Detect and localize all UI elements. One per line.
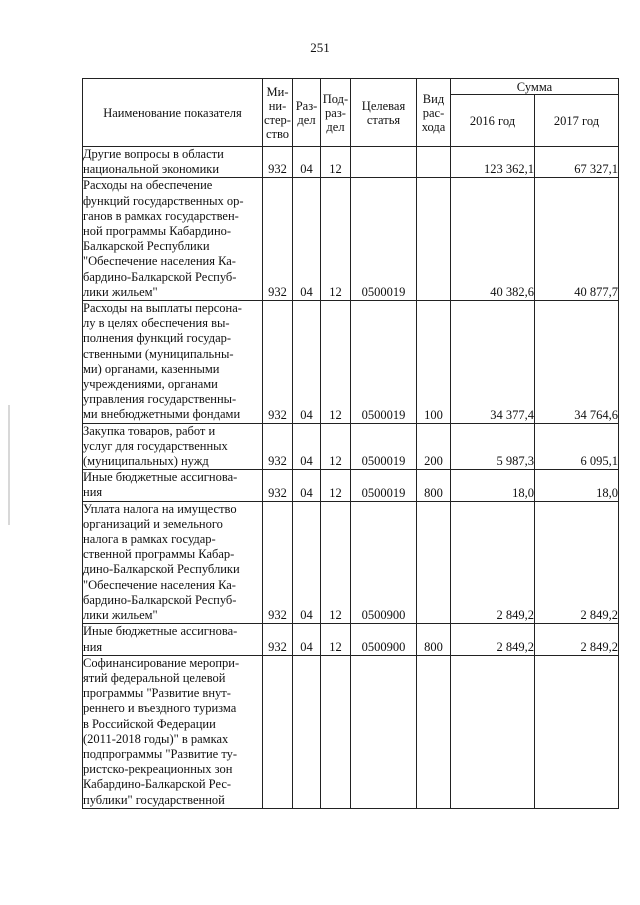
row-amount-2017: 40 877,7 (535, 178, 619, 301)
row-amount-2017 (535, 655, 619, 808)
row-ministry: 932 (263, 501, 293, 624)
row-expense-type: 800 (417, 470, 451, 501)
row-section: 04 (293, 423, 321, 470)
row-amount-2017: 34 764,6 (535, 301, 619, 424)
header-sum: Сумма (451, 79, 619, 95)
row-target-item: 0500900 (351, 624, 417, 655)
row-section: 04 (293, 147, 321, 178)
row-target-item: 0500019 (351, 301, 417, 424)
table-row (83, 423, 619, 470)
table-row (83, 301, 619, 424)
row-name: Закупка товаров, работ и услуг для государственных (муниципальных) нужд (83, 423, 263, 470)
row-ministry: 932 (263, 301, 293, 424)
row-target-item (351, 147, 417, 178)
row-name: Расходы на обеспечение функций государственных ор- ганов в рамках государствен- ной программы Кабардино- Балкарской Республики "Обеспечение населения Ка- бардино-Балкарской Респуб- лики жильем" (83, 178, 263, 301)
row-subsection: 12 (321, 178, 351, 301)
row-ministry: 932 (263, 178, 293, 301)
row-name: Другие вопросы в области национальной экономики (83, 147, 263, 178)
row-expense-type (417, 178, 451, 301)
row-amount-2016: 2 849,2 (451, 624, 535, 655)
row-amount-2016: 40 382,6 (451, 178, 535, 301)
row-name: Уплата налога на имущество организаций и земельного налога в рамках государ- ственной программы Кабар- дино-Балкарской Республики "Обеспечение населения Ка- бардино-Балкарской Респуб- лики жильем" (83, 501, 263, 624)
row-expense-type (417, 147, 451, 178)
row-amount-2017: 2 849,2 (535, 501, 619, 624)
header-expense-type: Вид рас- хода (417, 79, 451, 147)
row-subsection: 12 (321, 501, 351, 624)
row-target-item: 0500019 (351, 178, 417, 301)
row-amount-2016: 34 377,4 (451, 301, 535, 424)
row-subsection: 12 (321, 423, 351, 470)
row-expense-type (417, 655, 451, 808)
row-amount-2016: 18,0 (451, 470, 535, 501)
row-ministry: 932 (263, 624, 293, 655)
row-ministry (263, 655, 293, 808)
row-ministry: 932 (263, 470, 293, 501)
header-name: Наименование показателя (83, 79, 263, 147)
header-target-item: Целевая статья (351, 79, 417, 147)
row-subsection (321, 655, 351, 808)
row-expense-type: 200 (417, 423, 451, 470)
row-amount-2016: 5 987,3 (451, 423, 535, 470)
budget-table (82, 78, 619, 809)
row-name: Софинансирование меропри- ятий федеральной целевой программы "Развитие внут- реннего и въездного туризма в Российской Федерации (2011-2018 годы)" в рамках подпрограммы "Развитие ту- ристско-рекреационных зон Кабардино-Балкарской Рес- публики" государственной (83, 655, 263, 808)
row-subsection: 12 (321, 470, 351, 501)
row-amount-2017: 2 849,2 (535, 624, 619, 655)
row-amount-2016 (451, 655, 535, 808)
table-row (83, 470, 619, 501)
row-amount-2017: 67 327,1 (535, 147, 619, 178)
row-ministry: 932 (263, 147, 293, 178)
row-name: Иные бюджетные ассигнова- ния (83, 470, 263, 501)
row-section (293, 655, 321, 808)
row-subsection: 12 (321, 624, 351, 655)
row-expense-type: 800 (417, 624, 451, 655)
row-expense-type: 100 (417, 301, 451, 424)
header-section: Раз- дел (293, 79, 321, 147)
row-ministry: 932 (263, 423, 293, 470)
row-section: 04 (293, 470, 321, 501)
row-amount-2016: 123 362,1 (451, 147, 535, 178)
row-target-item: 0500900 (351, 501, 417, 624)
row-amount-2017: 6 095,1 (535, 423, 619, 470)
row-section: 04 (293, 178, 321, 301)
table-row (83, 178, 619, 301)
page-number: 251 (310, 40, 330, 55)
table-body (83, 147, 619, 809)
table-row (83, 624, 619, 655)
row-section: 04 (293, 301, 321, 424)
header-ministry: Ми- ни- стер- ство (263, 79, 293, 147)
table-row (83, 655, 619, 808)
row-name: Иные бюджетные ассигнова- ния (83, 624, 263, 655)
row-section: 04 (293, 501, 321, 624)
header-subsection: Под- раз- дел (321, 79, 351, 147)
row-target-item: 0500019 (351, 470, 417, 501)
row-target-item: 0500019 (351, 423, 417, 470)
scan-artifact (8, 405, 10, 525)
row-amount-2017: 18,0 (535, 470, 619, 501)
row-target-item (351, 655, 417, 808)
row-amount-2016: 2 849,2 (451, 501, 535, 624)
row-subsection: 12 (321, 147, 351, 178)
table-row (83, 501, 619, 624)
row-subsection: 12 (321, 301, 351, 424)
header-year-2016: 2016 год (451, 95, 535, 147)
row-section: 04 (293, 624, 321, 655)
row-name: Расходы на выплаты персона- лу в целях обеспечения вы- полнения функций государ- ственными (муниципальны- ми) органами, казенными учреждениями, органами управления государственны- ми внебюджетными фондами (83, 301, 263, 424)
header-year-2017: 2017 год (535, 95, 619, 147)
row-expense-type (417, 501, 451, 624)
table-row (83, 147, 619, 178)
